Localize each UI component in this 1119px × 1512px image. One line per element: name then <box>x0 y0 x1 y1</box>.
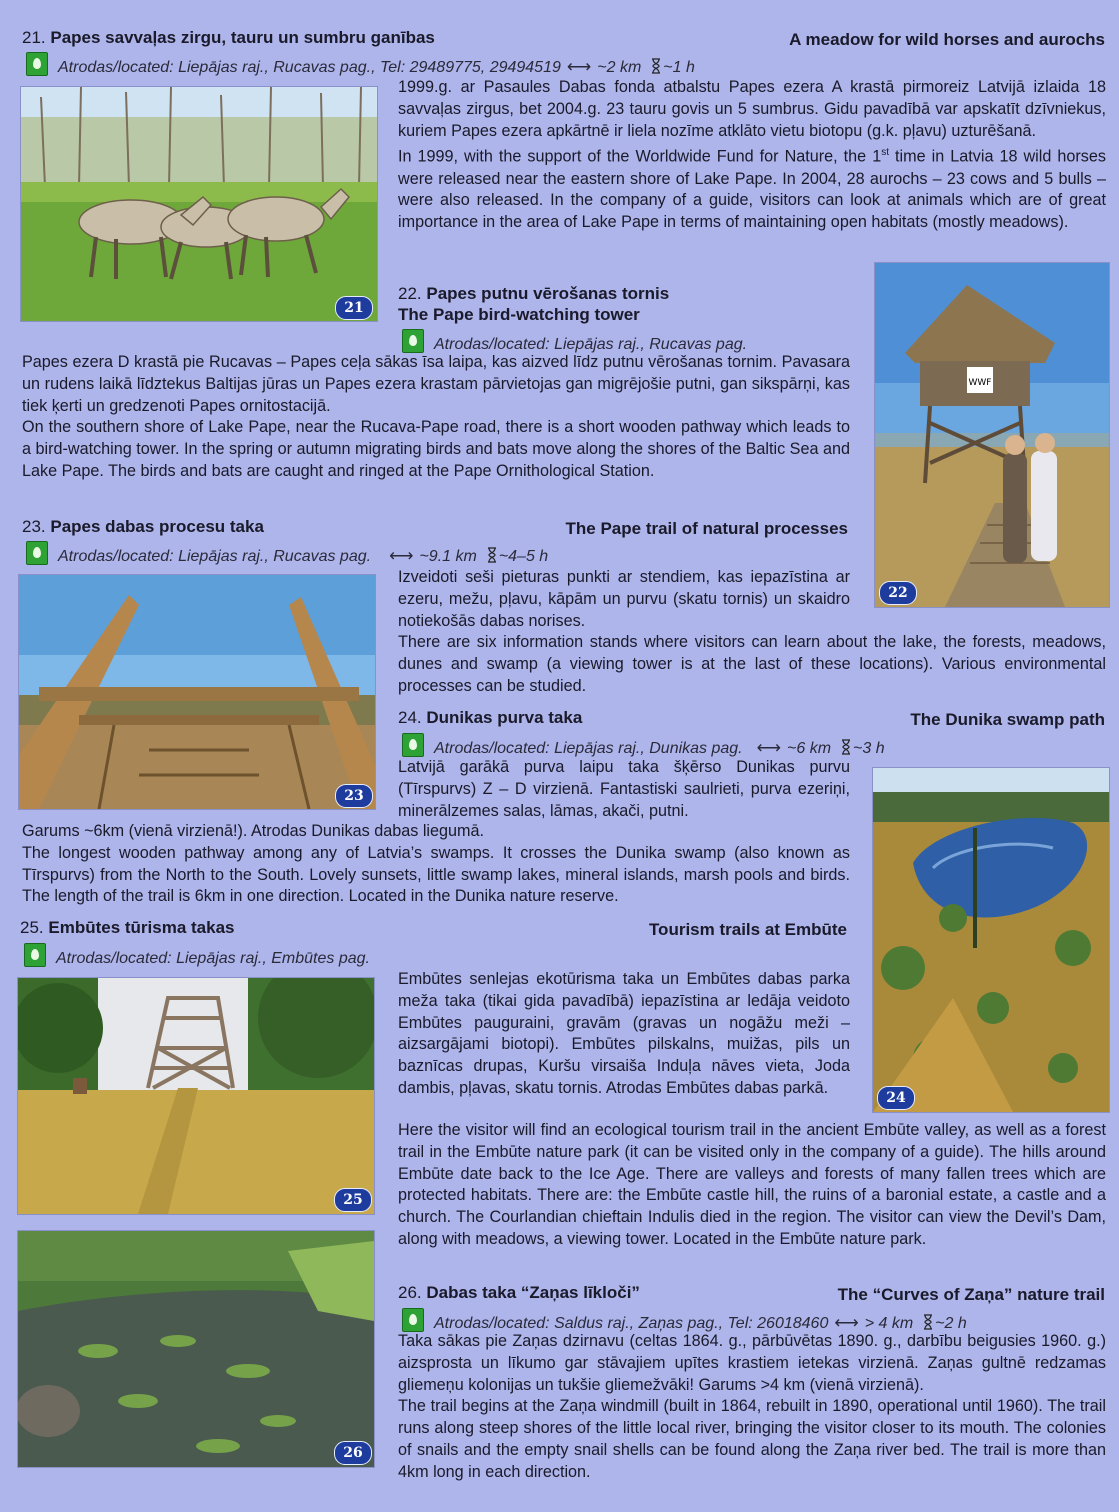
location-pin-icon <box>402 1308 424 1332</box>
distance-arrow-icon: ⟷ <box>834 1313 859 1332</box>
entry-23-description-en: There are six information stands where visitors can learn about the lake, the forests, meadows, dunes and swamp (a viewing tower is at the last of these locations). Various environmental processes can be studied. <box>398 633 1106 695</box>
photo-number-badge: 21 <box>335 296 373 320</box>
photo-bird-tower <box>874 262 1110 608</box>
entry-24-title-en: The Dunika swamp path <box>910 710 1105 729</box>
entry-23-location: Atrodas/located: Liepājas raj., Rucavas pag. ⟷ ~9.1 km ~4–5 h <box>26 541 548 566</box>
photo-number-badge: 24 <box>877 1086 915 1110</box>
distance-arrow-icon: ⟷ <box>756 738 781 757</box>
entry-25-description-lv: Embūtes senlejas ekotūrisma taka un Embūtes dabas parka meža taka (tikai gida pavadībā) iepazīstina ar ledāja veidoto Embūtes pauguraini, gravām (gravas un nogāžu meži – aizsargājami biotopi). Embūtes pilskalns, muižas, pils un baznīcas drupas, Kuršu virsaiša Induļa nāves vieta, Joda dambis, pļavas, skatu tornis. Atrodas Embūtes dabas parkā. <box>398 970 850 1097</box>
location-pin-icon <box>402 329 424 353</box>
entry-23-title-en: The Pape trail of natural processes <box>565 519 848 538</box>
entry-24-description-lv-a: Latvijā garākā purva laipu taka šķērso Dunikas purvu (Tīrspurvs) Z – D virzienā. Fantastiski saulrieti, purva ezeriņi, minerālzemes salas, lāmas, akači, putni. <box>398 758 850 820</box>
photo-number-badge: 25 <box>334 1188 372 1212</box>
location-pin-icon <box>26 52 48 76</box>
location-pin-icon <box>26 541 48 565</box>
entry-21-description: 1999.g. ar Pasaules Dabas fonda atbalstu Papes ezera A krastā pirmoreiz Latvijā izlaida 18 savvaļas zirgus, bet 2004.g. 23 tauru govis un 5 sumbrus. Gidu pavadībā var apskatīt dzīvniekus, kuriem Papes ezera apkārtnē ir liela nozīme atklāto vietu biotopu (g.k. pļavu) uzturēšanā. In 1999, with the support of the Worldwide Fund for Nature, the 1st time in Latvia 18 wild horses were released near the eastern shore of Lake Pape. In 2004, 28 aurochs – 23 cows and 5 bulls – were also released. In the company of a guide, visitors can look at animals which are of great importance in the area of Lake Pape in terms of maintaining open habitats (mostly meadows). <box>398 78 1106 232</box>
entry-23-description-lv: Izveidoti seši pieturas punkti ar stendiem, kas iepazīstina ar ezeru, mežu, pļavu, kāpām un purvu (skatu tornis) un skaidro notiekošās dabas norises. <box>398 568 850 630</box>
entry-21-location: Atrodas/located: Liepājas raj., Rucavas pag., Tel: 29489775, 29494519 ⟷ ~2 km ~1 h <box>26 52 695 77</box>
entry-25-location: Atrodas/located: Liepājas raj., Embūtes pag. <box>24 943 370 968</box>
photo-number-badge: 23 <box>335 784 373 808</box>
entry-25-title-lv: 25. Embūtes tūrisma takas <box>20 918 235 937</box>
entry-24-title-lv: 24. Dunikas purva taka <box>398 708 583 727</box>
entry-21-title-en: A meadow for wild horses and aurochs <box>789 30 1105 49</box>
photo-swamp <box>872 767 1110 1113</box>
entry-22-title-lv: 22. Papes putnu vērošanas tornis <box>398 284 670 303</box>
photo-wild-horses <box>20 86 378 322</box>
svg-text:WWF: WWF <box>968 378 992 388</box>
entry-26-title-lv: 26. Dabas taka “Zaņas līkloči” <box>398 1283 640 1302</box>
distance-arrow-icon: ⟷ <box>566 57 592 76</box>
entry-25-title-en: Tourism trails at Embūte <box>648 920 847 939</box>
entry-23-title-lv: 23. Papes dabas procesu taka <box>22 517 264 536</box>
photo-wooden-stairs <box>18 574 376 810</box>
distance-arrow-icon: ⟷ <box>389 546 414 565</box>
entry-21-title-lv: 21. Papes savvaļas zirgu, tauru un sumbru ganības <box>22 28 435 47</box>
photo-zana-river <box>17 1230 375 1468</box>
photo-number-badge: 26 <box>334 1441 372 1465</box>
entry-22-location: Atrodas/located: Liepājas raj., Rucavas pag. <box>402 329 747 354</box>
location-pin-icon <box>24 943 46 967</box>
entry-26-title-en: The “Curves of Zaņa” nature trail <box>837 1285 1105 1304</box>
entry-24-location: Atrodas/located: Liepājas raj., Dunikas pag. ⟷ ~6 km ~3 h <box>402 733 885 758</box>
entry-22-description: Papes ezera D krastā pie Rucavas – Papes ceļa sākas īsa laipa, kas aizved līdz putnu vērošanas tornim. Pavasara un rudens laikā līdztekus Baltijas jūras un Papes ezera krastam pārvietojas gan migrējošie putni, gan sikspārņi, kas tiek ķerti un gredzenoti Papes ornitostacijā. On the southern shore of Lake Pape, near the Rucava-Pape road, there is a short wooden pathway which leads to a bird-watching tower. In the spring or autumn migrating birds and bats move along the shores of the Baltic Sea and Lake Pape. The birds and bats are caught and ringed at the Pape Ornithological Station. <box>22 353 850 480</box>
location-pin-icon <box>402 733 424 757</box>
entry-24-description: Garums ~6km (vienā virzienā!). Atrodas Dunikas dabas liegumā. The longest wooden pathway among any of Latvia’s swamps. It crosses the Dunika swamp (also known as Tīrspurvs) from the North to the South. Lovely sunsets, little swamp lakes, mineral islands, marsh pools and birds. The length of the trail is 6km in one direction. Located in the Dunika nature reserve. <box>22 822 850 906</box>
entry-26-description: Taka sākas pie Zaņas dzirnavu (celtas 1864. g., pārbūvētas 1890. g., darbību beigusies 1960. g.) aizsprosta un līkumo gar stāvajiem upītes krastiem ietekas virzienā. Zaņas gultnē redzamas gliemeņu kolonijas un tukšie gliemežvāki! Garums >4 km (vienā virzienā). The trail begins at the Zaņa windmill (built in 1864, rebuilt in 1890, operational until 1960). The trail runs along steep shores of the little local river, bringing the visitor closer to its mouth. The colonies of snails and the empty snail shells can be found along the Zaņa river bed. The trail is more than 4km long in each direction. <box>398 1332 1106 1481</box>
photo-embute-tower <box>17 977 375 1215</box>
hourglass-icon <box>923 1314 933 1330</box>
entry-22-title-en: The Pape bird-watching tower <box>398 305 640 324</box>
hourglass-icon <box>487 547 497 563</box>
hourglass-icon <box>841 739 851 755</box>
entry-25-description-en: Here the visitor will find an ecological tourism trail in the ancient Embūte valley, as well as a forest trail in the Embūte nature park (it can be visited only in the company of a guide). The hills around Embūte date back to the Ice Age. There are valleys and forests of many fallen trees which are protected habitats. There are: the Embūte castle hill, the ruins of a baronial estate, a castle and a church. The Courlandian chieftain Indulis died in the region. The visitor can view the Devil’s Dam, along with meadows, a viewing tower. Located in the Embūte nature park. <box>398 1121 1106 1248</box>
photo-number-badge: 22 <box>879 581 917 605</box>
entry-26-location: Atrodas/located: Saldus raj., Zaņas pag., Tel: 26018460 ⟷ > 4 km ~2 h <box>402 1308 967 1333</box>
hourglass-icon <box>651 58 661 74</box>
